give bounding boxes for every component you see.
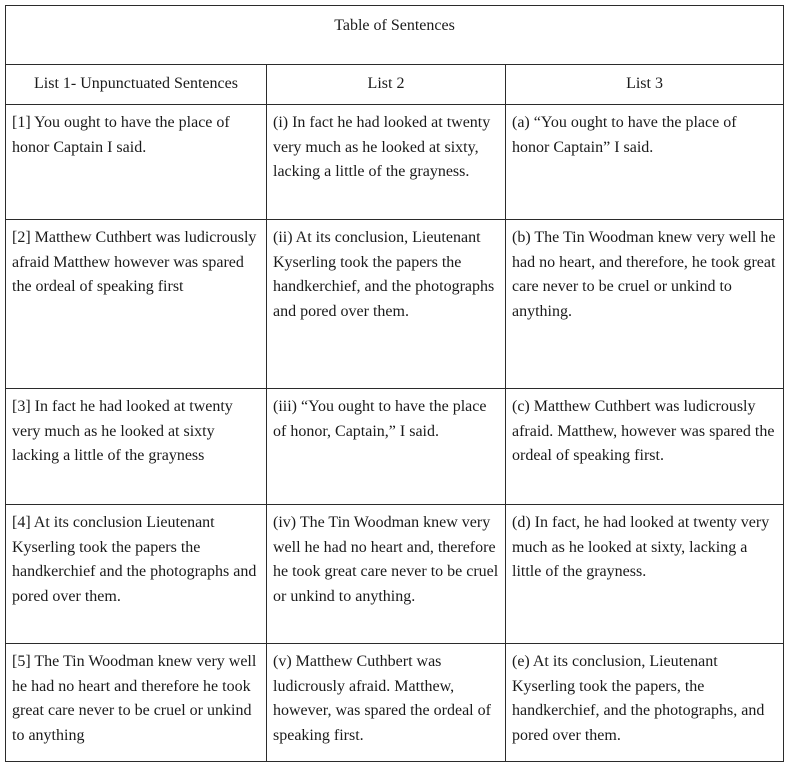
table-row (6, 220, 784, 389)
table-title: Table of Sentences (6, 6, 784, 65)
list-2-sentence-iii: (iii) “You ought to have the place of honor, Captain,” I said. (267, 389, 506, 505)
list-2-sentence-i: (i) In fact he had looked at twenty very much as he looked at sixty, lacking a little of the grayness. (267, 105, 506, 220)
list-3-sentence-b: (b) The Tin Woodman knew very well he had no heart, and therefore, he took great care never to be cruel or unkind to anything. (506, 220, 784, 389)
title-row (6, 6, 784, 65)
list-2-sentence-iv: (iv) The Tin Woodman knew very well he had no heart and, therefore he took great care never to be cruel or unkind to anything. (267, 505, 506, 644)
table-row (6, 644, 784, 762)
list-3-sentence-e: (e) At its conclusion, Lieutenant Kyserling took the papers, the handkerchief, and the photographs, and pored over them. (506, 644, 784, 762)
list-2-sentence-ii: (ii) At its conclusion, Lieutenant Kyserling took the papers the handkerchief, and the photographs and pored over them. (267, 220, 506, 389)
list-1-sentence-3: [3] In fact he had looked at twenty very much as he looked at sixty lacking a little of the grayness (6, 389, 267, 505)
list-1-sentence-1: [1] You ought to have the place of honor Captain I said. (6, 105, 267, 220)
sentences-table (5, 5, 784, 762)
list-1-sentence-2: [2] Matthew Cuthbert was ludicrously afraid Matthew however was spared the ordeal of speaking first (6, 220, 267, 389)
list-2-sentence-v: (v) Matthew Cuthbert was ludicrously afraid. Matthew, however, was spared the ordeal of speaking first. (267, 644, 506, 762)
table-row (6, 105, 784, 220)
list-1-sentence-5: [5] The Tin Woodman knew very well he had no heart and therefore he took great care never to be cruel or unkind to anything (6, 644, 267, 762)
header-row (6, 65, 784, 105)
list-3-sentence-a: (a) “You ought to have the place of honor Captain” I said. (506, 105, 784, 220)
table-row (6, 505, 784, 644)
list-1-sentence-4: [4] At its conclusion Lieutenant Kyserling took the papers the handkerchief and the photographs and pored over them. (6, 505, 267, 644)
column-header-list-1: List 1- Unpunctuated Sentences (6, 65, 267, 105)
list-3-sentence-d: (d) In fact, he had looked at twenty very much as he looked at sixty, lacking a little of the grayness. (506, 505, 784, 644)
table-row (6, 389, 784, 505)
list-3-sentence-c: (c) Matthew Cuthbert was ludicrously afraid. Matthew, however was spared the ordeal of speaking first. (506, 389, 784, 505)
column-header-list-3: List 3 (506, 65, 784, 105)
column-header-list-2: List 2 (267, 65, 506, 105)
